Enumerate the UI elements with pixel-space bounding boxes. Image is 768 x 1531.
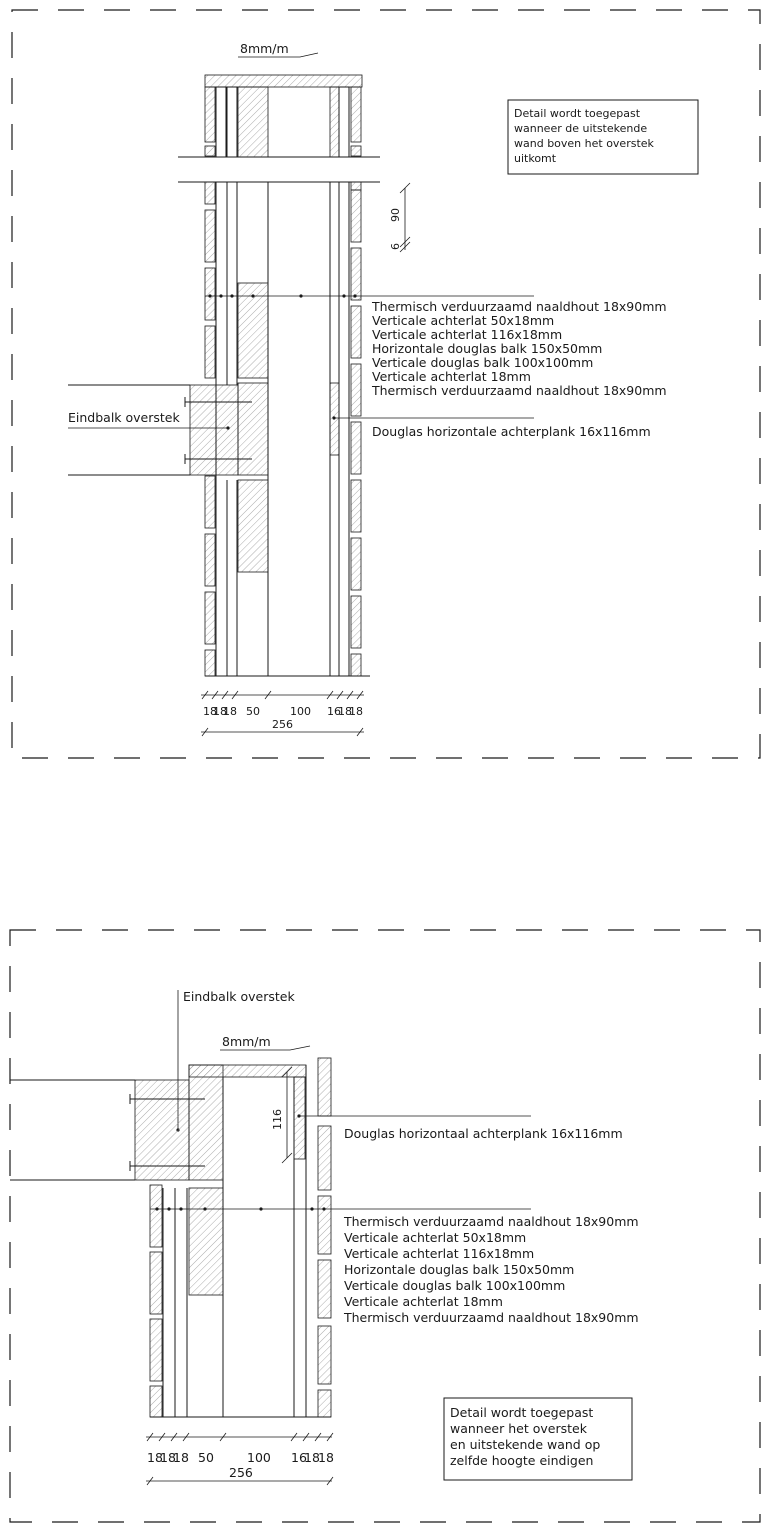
d1-upper-plank	[330, 87, 339, 157]
detail-1-slope-label: 8mm/m	[240, 41, 289, 56]
d1-end-beam	[190, 385, 238, 475]
d1-beam-label: Eindbalk overstek	[68, 410, 180, 425]
d1-note-line: wand boven het overstek	[514, 137, 654, 150]
d1-dim: 18	[223, 705, 237, 718]
d2-slope-label: 8mm/m	[222, 1034, 271, 1049]
d1-upper-lat	[216, 87, 226, 157]
d1-dim: 50	[246, 705, 260, 718]
d2-layer-list	[343, 1214, 639, 1325]
d1-upper-cladding	[351, 146, 361, 156]
d1-dim: 18	[203, 705, 217, 718]
d2-achterplank	[294, 1077, 305, 1159]
d1-note-line: Detail wordt toegepast	[514, 107, 641, 120]
d1-dim: 100	[290, 705, 311, 718]
d2-layer: Thermisch verduurzaamd naaldhout 18x90mm	[344, 1310, 639, 1325]
d2-dim: 18	[318, 1450, 334, 1465]
d2-note-line: wanneer het overstek	[450, 1421, 587, 1436]
d1-upper-cladding	[205, 146, 215, 156]
d1-upper-cladding	[205, 87, 215, 142]
d1-layer: Thermisch verduurzaamd naaldhout 18x90mm	[372, 383, 667, 398]
d1-dim: 16	[327, 705, 341, 718]
d2-dim: 18	[304, 1450, 320, 1465]
d1-layer: Verticale achterlat 50x18mm	[372, 313, 555, 328]
d1-note-line: uitkomt	[514, 152, 557, 165]
d1-horizontal-beam	[238, 383, 268, 475]
d2-layer: Verticale achterlat 50x18mm	[344, 1230, 527, 1245]
d2-dim: 18	[147, 1450, 163, 1465]
d2-dim: 50	[198, 1450, 214, 1465]
d2-dim: 100	[247, 1450, 271, 1465]
d1-dim-6: 6	[389, 243, 402, 250]
d1-dim: 18	[349, 705, 363, 718]
d2-note-line: Detail wordt toegepast	[450, 1405, 594, 1420]
d2-dim-116: 116	[271, 1109, 284, 1130]
d2-note-line: en uitstekende wand op	[450, 1437, 601, 1452]
d2-total: 256	[229, 1465, 253, 1480]
d2-end-beam	[135, 1080, 189, 1180]
d2-horizontal-beam	[189, 1188, 223, 1295]
d1-upper-beam	[238, 87, 268, 157]
d1-horizontal-beam	[238, 480, 268, 572]
d1-right-cladding	[351, 182, 361, 676]
detail-1	[12, 10, 760, 758]
d1-total: 256	[272, 718, 293, 731]
d1-layer: Verticale achterlat 18mm	[372, 369, 531, 384]
d1-layer-list	[371, 299, 667, 398]
d1-dim-90: 90	[389, 208, 402, 222]
d2-left-cladding	[150, 1185, 162, 1417]
d1-layer: Verticale douglas balk 100x100mm	[372, 355, 594, 370]
d1-layer: Horizontale douglas balk 150x50mm	[372, 341, 603, 356]
d2-dim: 16	[291, 1450, 307, 1465]
d2-right-cladding	[318, 1058, 331, 1417]
d1-note-line: wanneer de uitstekende	[514, 122, 648, 135]
d2-end-beam-upper	[189, 1065, 223, 1180]
d2-beam-label: Eindbalk overstek	[183, 989, 295, 1004]
d1-dim: 18	[338, 705, 352, 718]
d1-dim: 18	[213, 705, 227, 718]
d1-plank-label: Douglas horizontale achterplank 16x116mm	[372, 424, 651, 439]
d2-layer: Verticale achterlat 116x18mm	[344, 1246, 535, 1261]
d2-layer: Thermisch verduurzaamd naaldhout 18x90mm	[344, 1214, 639, 1229]
d2-layer: Verticale achterlat 18mm	[344, 1294, 503, 1309]
d2-plank-label: Douglas horizontaal achterplank 16x116mm	[344, 1126, 623, 1141]
d1-upper-lat	[339, 87, 349, 157]
d1-upper-lat	[227, 87, 237, 157]
d1-upper-cladding	[351, 87, 361, 142]
d1-layer: Verticale achterlat 116x18mm	[372, 327, 563, 342]
d2-layer: Horizontale douglas balk 150x50mm	[344, 1262, 575, 1277]
detail-1-top-cap	[205, 75, 362, 87]
d2-note-line: zelfde hoogte eindigen	[450, 1453, 594, 1468]
d2-dim: 18	[173, 1450, 189, 1465]
detail-2	[10, 930, 760, 1522]
d1-layer: Thermisch verduurzaamd naaldhout 18x90mm	[372, 299, 667, 314]
d2-layer: Verticale douglas balk 100x100mm	[344, 1278, 566, 1293]
d2-dim: 18	[160, 1450, 176, 1465]
